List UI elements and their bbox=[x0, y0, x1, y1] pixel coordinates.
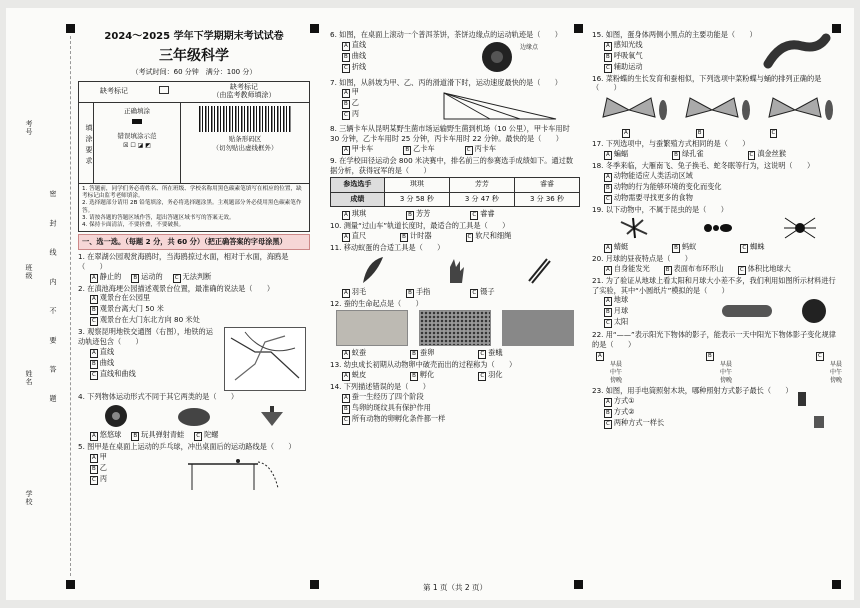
question-text: 7. 如图，从斜坡为甲、乙、丙的滑道滑下时，运动速度最快的是（ ） bbox=[330, 77, 562, 87]
option-text: 玩具弹射青蛙 bbox=[141, 430, 185, 440]
column-left bbox=[78, 30, 310, 493]
question-13 bbox=[330, 360, 580, 381]
ant-image bbox=[700, 216, 734, 240]
option-text: C bbox=[817, 352, 822, 359]
option-b[interactable]: B 乙 bbox=[92, 462, 107, 472]
question-text: 2. 在滇池海埂公园描述观景台位置，最准确的说法是（ ） bbox=[78, 283, 275, 293]
option-text: 两种方式一样长 bbox=[613, 417, 665, 427]
option-text: 静止的 bbox=[99, 271, 122, 281]
option-text: 软尺和细绳 bbox=[475, 230, 512, 240]
yoyo-image bbox=[101, 404, 131, 428]
option-b[interactable]: B 方式② bbox=[606, 406, 635, 416]
option-b[interactable]: B 呼吸氧气 bbox=[606, 50, 643, 60]
options bbox=[90, 272, 310, 283]
silkworm-eggs-image bbox=[419, 310, 491, 346]
barcode bbox=[199, 106, 291, 132]
table-cell: 3 分 36 秒 bbox=[514, 192, 579, 206]
fill-box bbox=[78, 103, 310, 184]
corner-mark bbox=[310, 580, 319, 589]
option-text: 辅助运动 bbox=[613, 61, 643, 71]
option-text: 滇金丝猴 bbox=[757, 148, 787, 158]
option-b[interactable]: B 蚂蚁 bbox=[674, 242, 697, 252]
question-18 bbox=[592, 161, 842, 204]
option-a[interactable]: A 甲卡车 bbox=[344, 143, 374, 153]
question-5 bbox=[78, 442, 310, 492]
tweezers-image bbox=[523, 255, 553, 285]
shadow-diagram-a[interactable] bbox=[596, 352, 622, 385]
option-a[interactable]: A 蚁蚕 bbox=[344, 348, 367, 358]
table-cell: 3 分 58 秒 bbox=[384, 192, 449, 206]
option-b[interactable]: B 蚕卵 bbox=[412, 348, 435, 358]
missing-mark-label: 缺考标记 bbox=[100, 87, 128, 96]
question-1 bbox=[78, 252, 310, 282]
instruction-item: 2. 选择题部分请用 2B 铅笔填涂，务必将选择题涂黑。主观题部分务必使用黑色碳素笔作答。 bbox=[82, 200, 302, 214]
option-b[interactable]: B 乙 bbox=[344, 98, 359, 108]
option-b[interactable]: B 玩具弹射青蛙 bbox=[133, 430, 185, 440]
fill-examples bbox=[93, 103, 180, 183]
option-text: 观景台离大门 50 米 bbox=[99, 304, 164, 314]
page-footer: 第 1 页（共 2 页） bbox=[422, 583, 488, 592]
feather-image bbox=[357, 255, 387, 285]
option-text: 观景台在大门东北方向 80 米处 bbox=[99, 315, 200, 325]
option-a[interactable]: A 感知光线 bbox=[606, 39, 643, 49]
option-text: 方式② bbox=[613, 406, 635, 416]
option-text: 感知光线 bbox=[613, 39, 643, 49]
option-b[interactable]: B 运动的 bbox=[133, 271, 163, 281]
option-c[interactable]: C 两种方式一样长 bbox=[606, 417, 665, 427]
shadow-diagram-b[interactable] bbox=[706, 352, 732, 385]
option-a[interactable]: A 甲 bbox=[344, 87, 359, 97]
option-text: 陀螺 bbox=[204, 430, 219, 440]
missing-note-line2: （由监考教师填涂） bbox=[212, 90, 276, 99]
corner-mark bbox=[66, 24, 75, 33]
question-7 bbox=[330, 78, 580, 124]
question-20 bbox=[592, 254, 842, 275]
class-label: 班级 bbox=[25, 264, 33, 280]
question-6 bbox=[330, 30, 580, 77]
option-text: 乙卡车 bbox=[413, 143, 435, 153]
option-b[interactable]: B 孵化 bbox=[412, 370, 435, 380]
tea-cake-figure bbox=[480, 30, 570, 77]
option-b[interactable]: B 芳芳 bbox=[408, 209, 431, 219]
option-text: 运动的 bbox=[141, 271, 163, 281]
option-text: 丙 bbox=[351, 109, 360, 119]
metro-map-image bbox=[224, 327, 306, 391]
option-text: 丙卡车 bbox=[474, 143, 497, 153]
option-text: 蚁蚕 bbox=[351, 348, 367, 358]
corner-mark bbox=[66, 580, 75, 589]
option-text: 观景台在公园里 bbox=[99, 293, 151, 303]
shadow-diagrams bbox=[596, 352, 842, 385]
name-label: 姓名 bbox=[25, 370, 33, 386]
silk-moth-image bbox=[502, 310, 574, 346]
question-text: 15. 如图，蛋身体两侧小黑点的主要功能是（ ） bbox=[592, 30, 757, 39]
option-a[interactable]: A 方式① bbox=[606, 395, 635, 405]
table-cell: 成绩 bbox=[331, 192, 385, 206]
question-text: 18. 冬季来临，大雁南飞、兔子换毛、蛇冬眠等行为，这说明（ ） bbox=[592, 160, 815, 170]
option-text: 甲卡车 bbox=[351, 143, 374, 153]
instructions bbox=[78, 184, 310, 233]
sun-moon-experiment-image bbox=[702, 295, 832, 329]
race-results-table bbox=[330, 177, 580, 207]
option-text: 手指 bbox=[415, 286, 431, 296]
barcode-area bbox=[180, 103, 309, 183]
option-text: 动物的行为能够环境的变化而变化 bbox=[613, 181, 722, 191]
option-text: A bbox=[598, 352, 602, 359]
option-text: 镊子 bbox=[480, 286, 495, 296]
shadow-label-morning: 早晨 bbox=[829, 360, 842, 368]
exam-time: （考试时间：60 分钟 bbox=[131, 68, 199, 77]
option-text: 绿孔雀 bbox=[681, 148, 704, 158]
option-text: 羽毛 bbox=[351, 286, 367, 296]
correct-fill-label: 正确填涂 bbox=[124, 106, 150, 115]
shadow-label-noon: 中午 bbox=[719, 369, 732, 376]
corner-mark bbox=[832, 580, 841, 589]
option-text: 乙 bbox=[99, 462, 107, 472]
option-c[interactable]: C 动物需要寻找更多的食物 bbox=[606, 192, 693, 202]
option-b[interactable]: B 乙卡车 bbox=[405, 143, 435, 153]
top-image bbox=[257, 404, 287, 428]
hand-image bbox=[440, 255, 470, 285]
pingpong-table-image bbox=[178, 452, 288, 492]
barcode-area-label: 贴条形码区 bbox=[228, 134, 262, 143]
question-11 bbox=[330, 243, 580, 298]
option-a[interactable]: A 琪琪 bbox=[344, 209, 367, 219]
butterfly-pupa-image-a bbox=[599, 95, 669, 125]
option-text: 太阳 bbox=[613, 317, 629, 327]
option-c[interactable] bbox=[770, 127, 780, 138]
seal-line bbox=[70, 36, 71, 576]
shadow-label-evening: 傍晚 bbox=[719, 377, 732, 385]
option-a[interactable]: A 自身能发光 bbox=[606, 264, 650, 274]
silkworm-image bbox=[336, 310, 408, 346]
question-text: 13. 幼虫成长初期从动物卵中破壳而出的过程称为（ ） bbox=[330, 360, 517, 370]
shadow-diagram-c[interactable] bbox=[816, 352, 842, 385]
option-text: 蝙蝠 bbox=[613, 148, 629, 158]
option-text: 方式① bbox=[613, 395, 635, 405]
option-text: 琪琪 bbox=[351, 209, 367, 219]
question-14 bbox=[330, 382, 580, 425]
option-text: 蚕卵 bbox=[419, 348, 435, 358]
shadow-label-morning: 早晨 bbox=[719, 360, 732, 368]
options bbox=[342, 287, 580, 298]
option-a[interactable] bbox=[622, 127, 632, 138]
options bbox=[342, 231, 580, 242]
table-header: 琪琪 bbox=[384, 178, 449, 192]
option-b[interactable]: B 手指 bbox=[408, 286, 431, 296]
option-c[interactable]: C 羽化 bbox=[480, 370, 503, 380]
seal-text: 密 封 线 内 不 要 答 题 bbox=[49, 190, 57, 412]
question-text: 12. 蚕的生命起点是（ ） bbox=[330, 298, 423, 308]
option-text: 悠悠球 bbox=[99, 430, 122, 440]
option-c[interactable]: C 蚕蛾 bbox=[480, 348, 503, 358]
option-text: A bbox=[624, 130, 628, 137]
silkworm-body-image bbox=[762, 30, 832, 70]
option-a[interactable]: A 甲 bbox=[92, 451, 107, 461]
option-c[interactable]: C 软尺和细绳 bbox=[467, 230, 512, 240]
missing-note-line1: 缺考标记 bbox=[230, 83, 258, 92]
option-b[interactable]: B 绿孔雀 bbox=[674, 148, 704, 158]
option-text: 睿睿 bbox=[480, 209, 495, 219]
options bbox=[342, 209, 580, 220]
options bbox=[622, 127, 842, 138]
option-c[interactable]: C 丙 bbox=[344, 109, 360, 119]
question-text: 10. 测量“过山车”轨道长度时，最适合的工具是（ ） bbox=[330, 221, 510, 231]
q12-images bbox=[330, 310, 580, 346]
option-a[interactable]: A 蜕皮 bbox=[344, 370, 367, 380]
option-a[interactable]: A 地球 bbox=[606, 295, 629, 305]
options bbox=[604, 242, 842, 253]
option-text: 蜕皮 bbox=[351, 370, 367, 380]
butterfly-pupa-image-b bbox=[682, 95, 752, 125]
missing-note bbox=[179, 84, 309, 99]
option-text: 动物能适应人类活动区域 bbox=[613, 170, 693, 180]
option-text: 蚕一生经历了四个阶段 bbox=[351, 391, 424, 401]
question-text: 16. 菜粉蝶的生长发育和蚕相似，下列选项中菜粉蝶与蛹的排列正确的是（ ） bbox=[592, 73, 822, 93]
slide-ramps-image bbox=[440, 87, 560, 123]
option-a[interactable]: A 直尺 bbox=[344, 230, 367, 240]
option-a[interactable]: A 蝙蝠 bbox=[606, 148, 629, 158]
exam-info bbox=[78, 68, 310, 77]
option-text: 乙 bbox=[351, 98, 359, 108]
option-a[interactable]: A 羽毛 bbox=[344, 286, 367, 296]
option-text: 直线 bbox=[99, 346, 115, 356]
dragonfly-image bbox=[617, 216, 651, 240]
option-b[interactable]: B 鸟卵的斑纹具有保护作用 bbox=[344, 402, 431, 412]
missing-box bbox=[78, 81, 310, 103]
option-text: B bbox=[697, 130, 702, 137]
question-21 bbox=[592, 276, 842, 329]
table-row bbox=[331, 192, 580, 206]
option-a[interactable]: A 观景台在公园里 bbox=[92, 293, 151, 303]
option-text: 芳芳 bbox=[415, 209, 431, 219]
option-text: 直线和曲线 bbox=[99, 368, 136, 378]
option-c[interactable]: C 观景台在大门东北方向 80 米处 bbox=[92, 315, 200, 325]
question-12 bbox=[330, 299, 580, 360]
option-text: 曲线 bbox=[99, 357, 115, 367]
option-c[interactable]: C 蜘蛛 bbox=[742, 242, 765, 252]
question-16 bbox=[592, 74, 842, 138]
wrong-fill-label: 错误填涂示范 bbox=[117, 131, 157, 140]
option-b[interactable]: B 动物的行为能够环境的变化而变化 bbox=[606, 181, 722, 191]
option-text: 所有动物的卵孵化条件都一样 bbox=[351, 413, 446, 423]
option-text: 丙 bbox=[99, 473, 108, 483]
exam-title: 2024～2025 学年下学期期末考试试卷 bbox=[104, 31, 284, 42]
option-text: 计时器 bbox=[409, 230, 432, 240]
option-b[interactable]: B 曲线 bbox=[92, 357, 115, 367]
question-17 bbox=[592, 139, 842, 160]
question-text: 1. 在翠湖公园观赏海鸥时，当海鸥掠过水面，相对于水面，海鸥是（ ） bbox=[78, 252, 289, 271]
exam-no-label: 考号 bbox=[25, 120, 33, 136]
fill-label: 填涂要求 bbox=[85, 123, 93, 168]
option-c[interactable]: C 太阳 bbox=[606, 317, 629, 327]
option-a[interactable]: A 悠悠球 bbox=[92, 430, 122, 440]
option-c[interactable]: C 睿睿 bbox=[472, 209, 495, 219]
question-8 bbox=[330, 124, 580, 154]
question-text: 23. 如图，用手电筒照射木块，哪种照射方式影子最长（ ） bbox=[592, 386, 793, 396]
question-text: 11. 移动蚁蛋的合适工具是（ ） bbox=[330, 242, 445, 252]
table-header: 芳芳 bbox=[449, 178, 514, 192]
question-9 bbox=[330, 156, 580, 220]
option-b[interactable]: B 表面布布环形山 bbox=[665, 264, 724, 274]
tea-cake-image bbox=[480, 40, 514, 74]
option-c[interactable]: C 滇金丝猴 bbox=[749, 148, 787, 158]
q11-images bbox=[330, 255, 580, 285]
question-text: 19. 以下动物中，不属于昆虫的是（ ） bbox=[592, 204, 728, 214]
option-text: 曲线 bbox=[351, 50, 367, 60]
question-19 bbox=[592, 205, 842, 254]
option-text: 月球 bbox=[613, 306, 629, 316]
option-c[interactable]: C 直线和曲线 bbox=[92, 368, 136, 378]
shadow-label-noon: 中午 bbox=[610, 369, 623, 376]
option-c[interactable]: C 体积比地球大 bbox=[739, 264, 791, 274]
question-text: 9. 在学校田径运动会 800 米决赛中，排名前三的参赛选手成绩如下。通过数据分析，获得冠军的是（ ） bbox=[330, 155, 574, 175]
table-header: 睿睿 bbox=[514, 178, 579, 192]
school-label: 学校 bbox=[25, 490, 33, 506]
option-text: 呼吸氧气 bbox=[613, 50, 643, 60]
option-a[interactable]: A 直线 bbox=[92, 346, 115, 356]
option-text: 直线 bbox=[351, 39, 367, 49]
option-c[interactable]: C 丙卡车 bbox=[466, 143, 497, 153]
option-text: 羽化 bbox=[488, 370, 503, 380]
edge-point-label: 边缘点 bbox=[520, 44, 539, 51]
question-15 bbox=[592, 30, 842, 73]
option-c[interactable]: C 丙 bbox=[92, 473, 108, 483]
option-text: 蜻蜓 bbox=[613, 242, 629, 252]
question-text: 22. 用“——”表示阳光下物体的影子，能表示一天中阳光下物体影子变化规律的是（ ） bbox=[592, 330, 836, 350]
butterfly-pupa-image-c bbox=[765, 95, 835, 125]
q4-images bbox=[78, 404, 310, 428]
options bbox=[342, 370, 580, 381]
option-text: 孵化 bbox=[419, 370, 435, 380]
question-23 bbox=[592, 386, 842, 430]
option-text: 体积比地球大 bbox=[747, 264, 791, 274]
option-text: 鸟卵的斑纹具有保护作用 bbox=[351, 402, 431, 412]
shadow-label-evening: 傍晚 bbox=[610, 377, 623, 385]
question-text: 5. 图甲是在桌面上运动的乒乓球，冲出桌面后的运动路线是（ ） bbox=[78, 442, 296, 452]
option-b[interactable]: B 曲线 bbox=[344, 50, 367, 60]
options bbox=[90, 430, 310, 441]
question-text: 17. 下列选项中，与蚕繁殖方式相同的是（ ） bbox=[592, 139, 750, 149]
option-text: B bbox=[707, 352, 712, 359]
missing-checkbox[interactable] bbox=[149, 86, 179, 97]
spider-image bbox=[783, 216, 817, 240]
option-c[interactable]: C 陀螺 bbox=[196, 430, 219, 440]
options bbox=[604, 149, 842, 160]
options bbox=[604, 264, 842, 275]
option-text: 甲 bbox=[351, 87, 359, 97]
option-text: 折线 bbox=[351, 61, 367, 71]
table-header: 参选选手 bbox=[331, 178, 385, 192]
question-text: 21. 为了验证从地球上看太阳和月球大小差不多，我们利用如图所示材料进行了实验，其中“小圆纸片”模拟的是（ ） bbox=[592, 276, 836, 295]
subject-title: 三年级科学 bbox=[159, 47, 229, 64]
options bbox=[342, 348, 580, 359]
question-text: 8. 三辆卡车从昆明某野生菌市场运输野生菌到机场（10 公里），甲卡车用时 30 分钟，乙卡车用时 25 分钟，丙卡车用时 22 分钟。最快的是（ ） bbox=[330, 124, 570, 144]
option-text: 蚂蚁 bbox=[681, 242, 697, 252]
q19-images bbox=[592, 216, 842, 240]
option-text: 自身能发光 bbox=[613, 264, 650, 274]
option-b[interactable] bbox=[696, 127, 706, 138]
question-text: 3. 观察昆明地铁交通图（右图），地铁的运动轨迹包含（ ） bbox=[78, 327, 213, 347]
shadow-label-morning: 早晨 bbox=[610, 360, 623, 368]
flashlight-image bbox=[792, 386, 832, 430]
options bbox=[342, 144, 580, 155]
option-a[interactable]: A 静止的 bbox=[92, 271, 122, 281]
option-a[interactable]: A 蜻蜓 bbox=[606, 242, 629, 252]
option-text: 无法判断 bbox=[182, 271, 212, 281]
section-heading: 一、选一选。（每题 2 分，共 60 分）（把正确答案的字母涂黑） bbox=[78, 234, 310, 250]
question-4 bbox=[78, 392, 310, 441]
question-22 bbox=[592, 330, 842, 385]
q16-images bbox=[592, 95, 842, 125]
column-right bbox=[592, 30, 842, 431]
option-text: 地球 bbox=[613, 295, 629, 305]
option-text: 甲 bbox=[99, 451, 107, 461]
option-b[interactable]: B 月球 bbox=[606, 306, 629, 316]
option-a[interactable]: A 蚕一生经历了四个阶段 bbox=[344, 391, 424, 401]
shadow-label-noon: 中午 bbox=[829, 369, 842, 376]
option-b[interactable]: B 计时器 bbox=[402, 230, 432, 240]
instruction-item: 3. 请按各题的答题区域作答，超出答题区域书写的答案无效。 bbox=[82, 214, 235, 221]
option-text: 直尺 bbox=[351, 230, 367, 240]
barcode-note: （切勿贴出虚线框外） bbox=[212, 143, 278, 152]
option-c[interactable]: C 无法判断 bbox=[174, 271, 212, 281]
option-c[interactable]: C 折线 bbox=[344, 61, 367, 71]
question-2 bbox=[78, 284, 310, 327]
shadow-label-evening: 傍晚 bbox=[829, 377, 842, 385]
table-header-row bbox=[331, 178, 580, 192]
wrong-fill-samples: ☒ ☐ ◪ ◩ bbox=[123, 142, 151, 150]
question-10 bbox=[330, 221, 580, 242]
option-a[interactable]: A 直线 bbox=[344, 39, 367, 49]
question-text: 4. 下列物体运动形式不同于其它两类的是（ ） bbox=[78, 392, 239, 402]
question-text: 14. 下列描述错误的是（ ） bbox=[330, 382, 430, 392]
option-text: 蚕蛾 bbox=[488, 348, 503, 358]
corner-mark bbox=[310, 24, 319, 33]
question-text: 6. 如图，在桌面上滚动一个普洱茶饼，茶饼边缘点的运动轨迹是（ ） bbox=[330, 30, 562, 39]
correct-fill-sample bbox=[132, 119, 142, 124]
instruction-item: 4. 保持卡面清洁，不要折叠，不要破损。 bbox=[82, 222, 185, 229]
option-text: 动物需要寻找更多的食物 bbox=[613, 192, 693, 202]
toy-frog-image bbox=[176, 404, 212, 428]
option-a[interactable]: A 动物能适应人类活动区域 bbox=[606, 170, 693, 180]
question-text: 20. 月球的昼夜特点是（ ） bbox=[592, 254, 692, 264]
option-c[interactable]: C 镊子 bbox=[472, 286, 495, 296]
exam-score: 满分：100 分） bbox=[205, 68, 257, 77]
option-c[interactable]: C 所有动物的卵孵化条件都一样 bbox=[344, 413, 446, 423]
option-text: 蜘蛛 bbox=[750, 242, 765, 252]
option-c[interactable]: C 辅助运动 bbox=[606, 61, 643, 71]
column-middle bbox=[330, 30, 580, 426]
instruction-item: 1. 答题前，同学们务必将姓名、所在班级、学校名称用黑色碳素笔填写在相应的位置，缺考标记由监考老师填涂。 bbox=[82, 185, 302, 200]
question-3 bbox=[78, 327, 310, 391]
option-b[interactable]: B 观景台离大门 50 米 bbox=[92, 304, 164, 314]
option-text: 表面布布环形山 bbox=[673, 264, 724, 274]
option-text: C bbox=[771, 130, 776, 137]
table-cell: 3 分 47 秒 bbox=[449, 192, 514, 206]
